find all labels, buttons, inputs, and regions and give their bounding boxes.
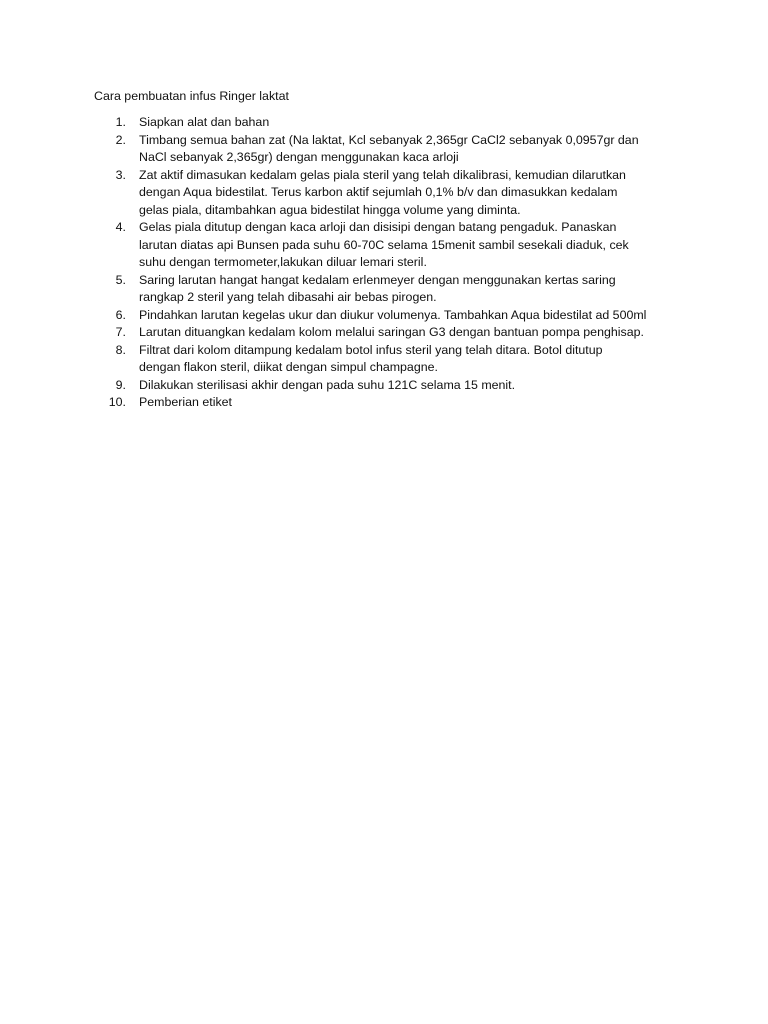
step-number: 7. — [115, 325, 126, 339]
step-item — [94, 219, 694, 272]
step-item — [94, 272, 694, 307]
step-item — [94, 307, 694, 325]
step-text-line: dengan Aqua bidestilat. Terus karbon aktif sejumlah 0,1% b/v dan dimasukkan kedalam — [139, 185, 618, 199]
step-text-line: Pemberian etiket — [139, 395, 232, 409]
step-number: 6. — [115, 307, 126, 322]
step-number: 5. — [115, 272, 126, 287]
step-number: 2. — [115, 132, 126, 147]
step-number: 1. — [115, 115, 126, 129]
step-item — [94, 132, 694, 167]
step-item — [94, 324, 694, 342]
step-number: 8. — [115, 342, 126, 357]
step-text-line: Gelas piala ditutup dengan kaca arloji dan disisipi dengan batang pengaduk. Panaskan — [139, 220, 617, 234]
step-text-line: larutan diatas api Bunsen pada suhu 60-70C selama 15menit sambil sesekali diaduk, cek — [139, 237, 629, 252]
step-item — [94, 377, 694, 395]
step-number: 4. — [115, 220, 126, 234]
step-item — [94, 114, 694, 132]
step-item — [94, 167, 694, 220]
step-text-line: dengan flakon steril, diikat dengan simpul champagne. — [139, 360, 438, 374]
step-text-line: Saring larutan hangat hangat kedalam erlenmeyer dengan menggunakan kertas saring — [139, 272, 616, 287]
step-number: 10. — [108, 395, 126, 409]
step-item — [94, 394, 694, 412]
step-text-line: Siapkan alat dan bahan — [139, 115, 270, 129]
step-text-line: Timbang semua bahan zat (Na laktat, Kcl sebanyak 2,365gr CaCl2 sebanyak 0,0957gr dan — [139, 132, 639, 147]
step-text-line: gelas piala, ditambahkan agua bidestilat hingga volume yang diminta. — [139, 202, 521, 217]
step-number: 3. — [115, 167, 126, 182]
step-number: 9. — [115, 377, 126, 392]
step-text-line: Filtrat dari kolom ditampung kedalam botol infus steril yang telah ditara. Botol ditutup — [139, 342, 603, 357]
step-text-line: suhu dengan termometer,lakukan diluar lemari steril. — [139, 255, 427, 269]
step-text-line: Pindahkan larutan kegelas ukur dan diukur volumenya. Tambahkan Aqua bidestilat ad 500ml — [139, 307, 647, 322]
step-text-line: Larutan dituangkan kedalam kolom melalui saringan G3 dengan bantuan pompa penghisap. — [139, 325, 644, 339]
step-text-line: NaCl sebanyak 2,365gr) dengan menggunakan kaca arloji — [139, 150, 459, 164]
step-item — [94, 342, 694, 377]
steps-list — [94, 114, 694, 412]
document-title: Cara pembuatan infus Ringer laktat — [94, 89, 289, 103]
step-text-line: Zat aktif dimasukan kedalam gelas piala steril yang telah dikalibrasi, kemudian dilarutkan — [139, 167, 626, 182]
step-text-line: Dilakukan sterilisasi akhir dengan pada suhu 121C selama 15 menit. — [139, 377, 516, 392]
step-text-line: rangkap 2 steril yang telah dibasahi air bebas pirogen. — [139, 290, 437, 304]
